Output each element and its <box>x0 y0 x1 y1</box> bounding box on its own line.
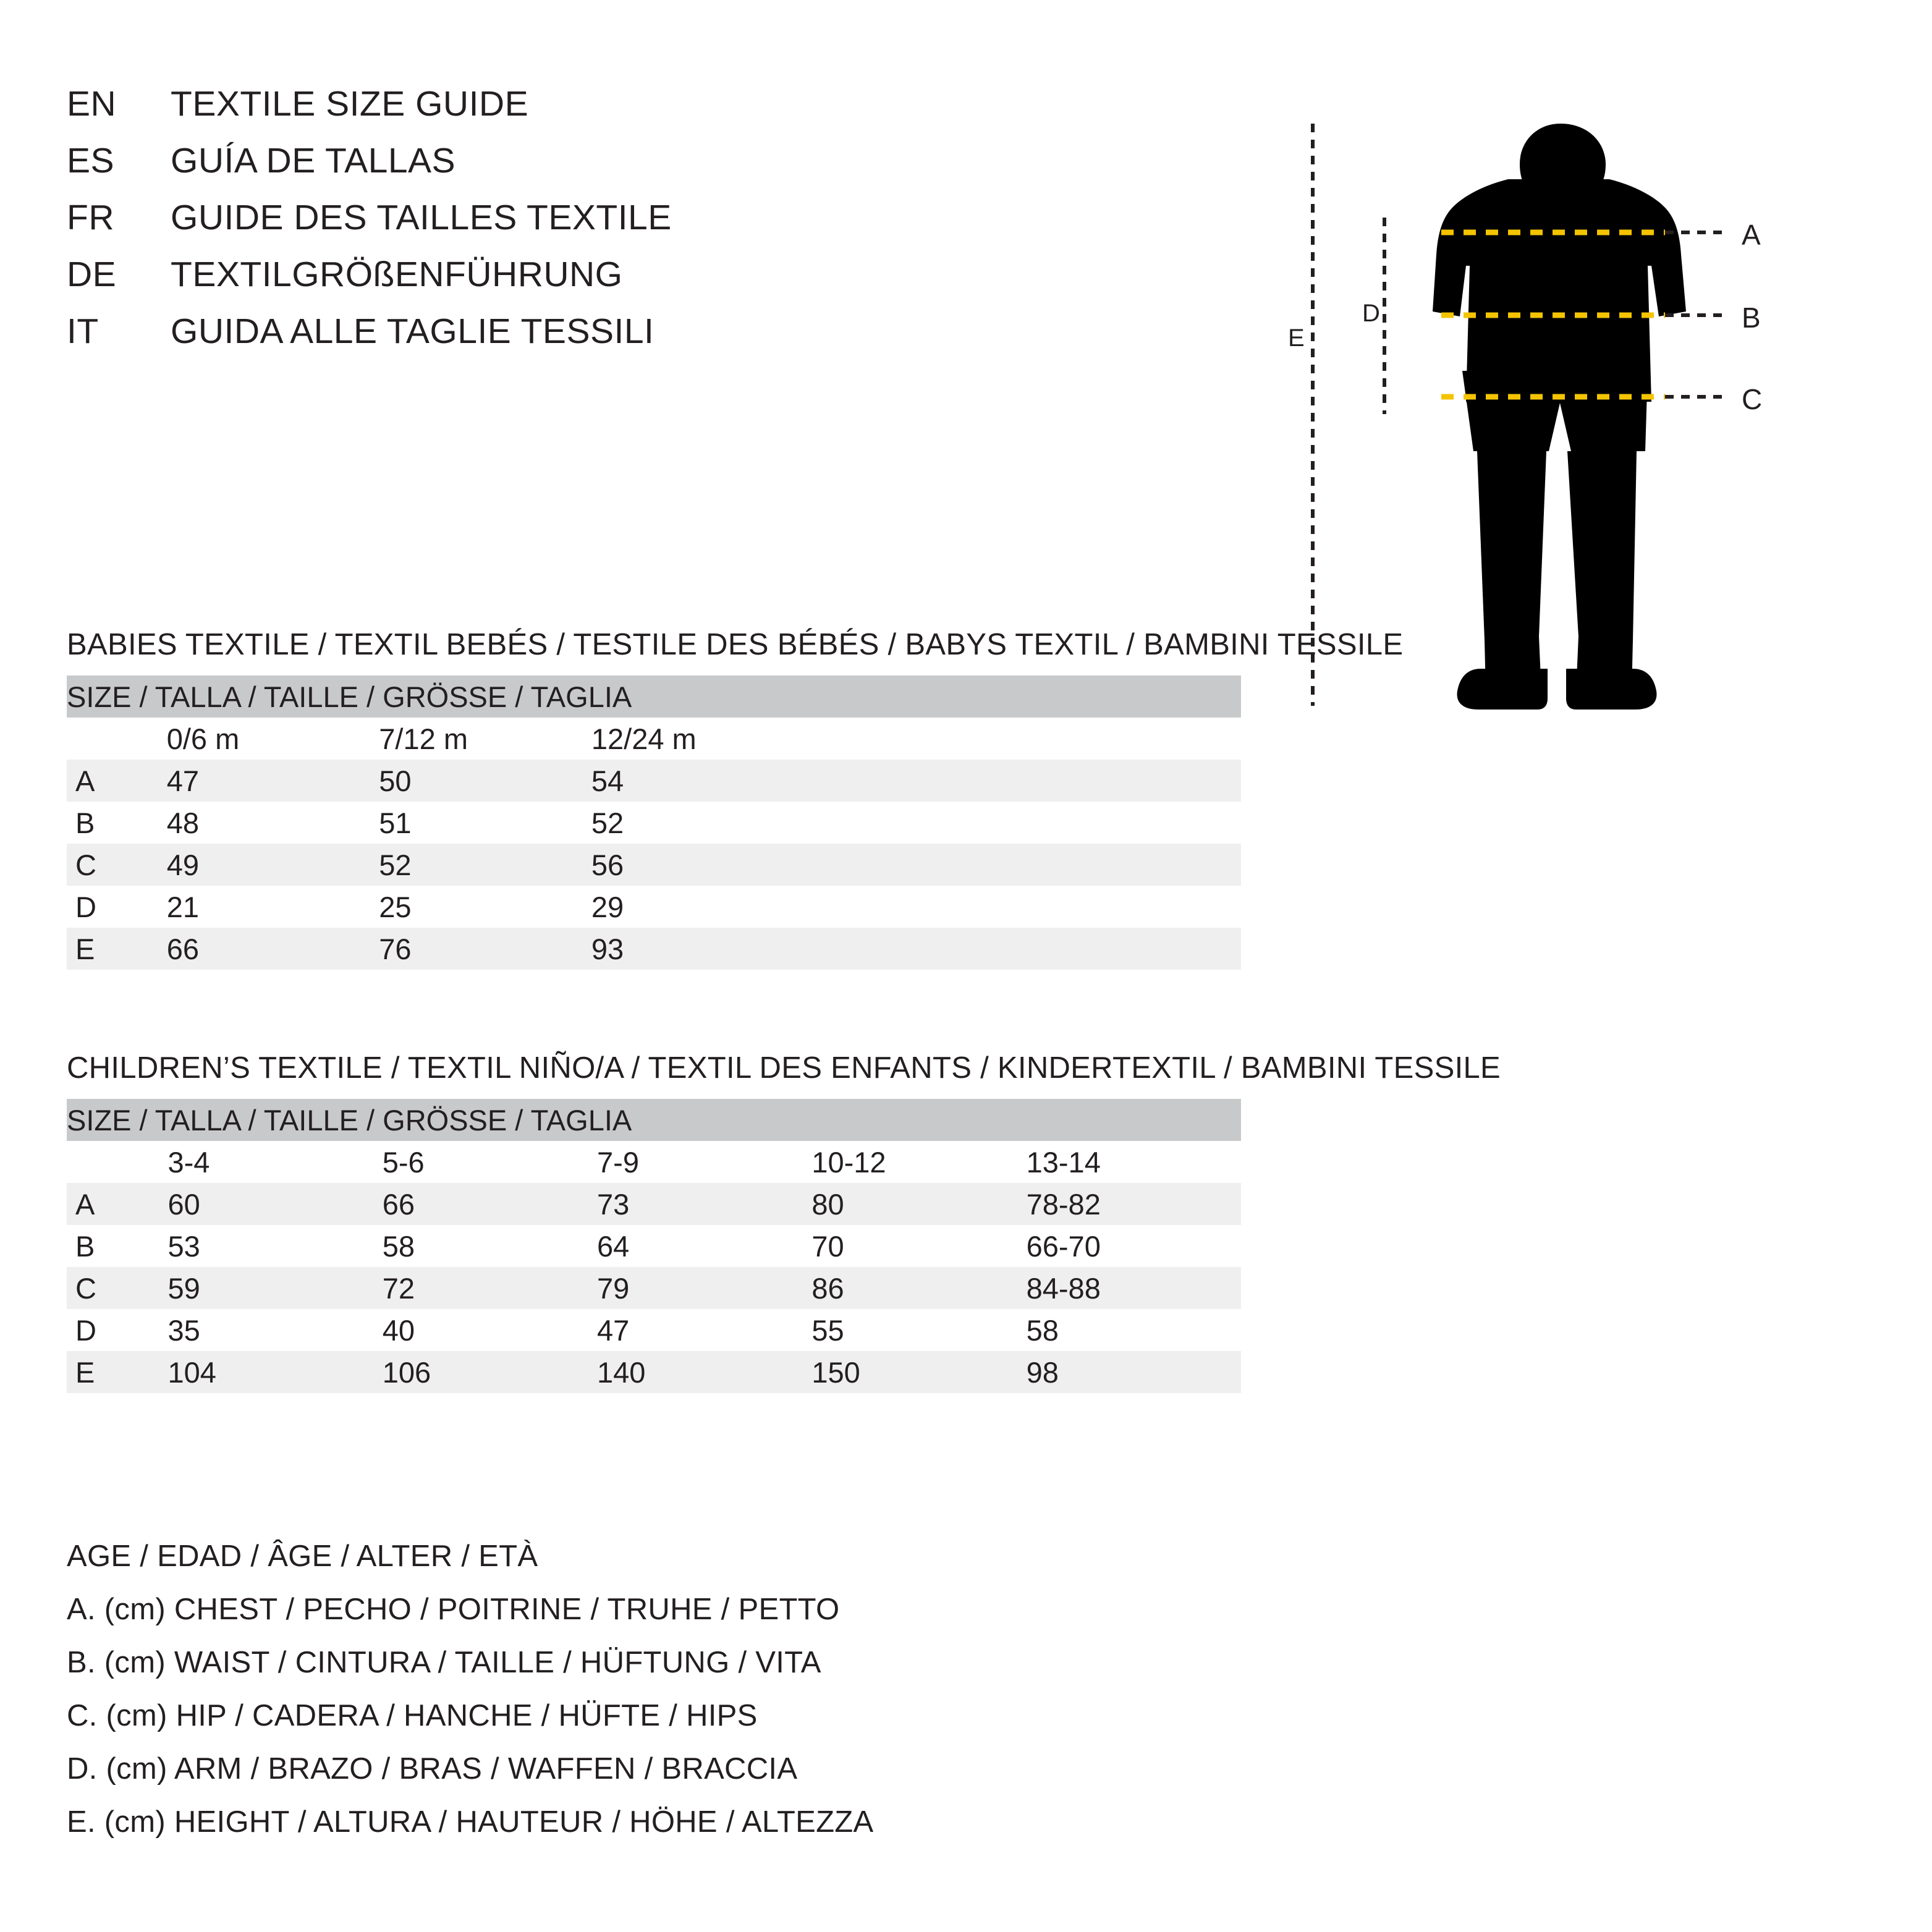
cell-value: 66-70 <box>1027 1225 1241 1267</box>
cell-value: 60 <box>167 1183 382 1225</box>
language-code: DE <box>67 255 117 294</box>
table-row <box>67 928 1241 970</box>
children-section-title: CHILDREN’S TEXTILE / TEXTIL NIÑO/A / TEXTIL DES ENFANTS / KINDERTEXTIL / BAMBINI TESSILE <box>67 1051 1501 1085</box>
legend-line-height: E. (cm) HEIGHT / ALTURA / HAUTEUR / HÖHE / ALTEZZA <box>67 1805 874 1839</box>
cell-value: 54 <box>591 760 804 802</box>
children-col-0: 3-4 <box>167 1141 382 1183</box>
row-label: B <box>67 1225 167 1267</box>
table-row <box>67 844 1241 886</box>
language-title-block <box>67 83 1117 368</box>
cell-value: 29 <box>591 886 804 928</box>
language-title: GUÍA DE TALLAS <box>171 141 456 180</box>
cell-value: 66 <box>383 1183 597 1225</box>
cell-value: 86 <box>811 1267 1026 1309</box>
cell-value: 53 <box>167 1225 382 1267</box>
language-row-en <box>67 83 1117 140</box>
children-col-4: 13-14 <box>1027 1141 1241 1183</box>
table-row <box>67 760 1241 802</box>
cell-value: 52 <box>591 802 804 844</box>
legend-line-arm: D. (cm) ARM / BRAZO / BRAS / WAFFEN / BRACCIA <box>67 1752 798 1786</box>
cell-value: 56 <box>591 844 804 886</box>
children-col-3: 10-12 <box>811 1141 1026 1183</box>
table-row <box>67 886 1241 928</box>
cell-value: 93 <box>591 928 804 970</box>
cell-value: 58 <box>383 1225 597 1267</box>
table-row <box>67 802 1241 844</box>
babies-col-0: 0/6 m <box>167 718 379 760</box>
legend-line-waist: B. (cm) WAIST / CINTURA / TAILLE / HÜFTUNG / VITA <box>67 1646 821 1679</box>
child-silhouette <box>1433 124 1686 710</box>
cell-value: 59 <box>167 1267 382 1309</box>
table-row <box>67 1309 1241 1351</box>
cell-value: 104 <box>167 1351 382 1393</box>
row-label: D <box>67 1309 167 1351</box>
cell-value: 58 <box>1027 1309 1241 1351</box>
cell-value: 73 <box>597 1183 811 1225</box>
language-row-it <box>67 311 1117 368</box>
babies-column-header-row <box>67 718 1241 760</box>
row-label: C <box>67 844 167 886</box>
children-size-table <box>67 1099 1241 1393</box>
row-label: E <box>67 1351 167 1393</box>
language-title: TEXTILE SIZE GUIDE <box>171 84 529 124</box>
children-col-2: 7-9 <box>597 1141 811 1183</box>
language-row-fr <box>67 197 1117 254</box>
babies-table-header: SIZE / TALLA / TAILLE / GRÖSSE / TAGLIA <box>67 676 1241 718</box>
babies-col-2: 12/24 m <box>591 718 804 760</box>
legend-line-hip: C. (cm) HIP / CADERA / HANCHE / HÜFTE / HIPS <box>67 1699 758 1732</box>
children-column-header-row <box>67 1141 1241 1183</box>
figure-label-c: C <box>1742 383 1763 415</box>
cell-value: 76 <box>379 928 591 970</box>
cell-value: 50 <box>379 760 591 802</box>
cell-value: 70 <box>811 1225 1026 1267</box>
children-table-header: SIZE / TALLA / TAILLE / GRÖSSE / TAGLIA <box>67 1099 1241 1141</box>
language-row-es <box>67 140 1117 197</box>
language-title: GUIDE DES TAILLES TEXTILE <box>171 198 672 237</box>
row-label: D <box>67 886 167 928</box>
table-row <box>67 1225 1241 1267</box>
cell-value: 52 <box>379 844 591 886</box>
language-code: IT <box>67 311 99 351</box>
row-label: A <box>67 1183 167 1225</box>
language-title: GUIDA ALLE TAGLIE TESSILI <box>171 311 655 351</box>
figure-label-e: E <box>1288 324 1305 352</box>
legend-line-age: AGE / EDAD / ÂGE / ALTER / ETÀ <box>67 1540 538 1573</box>
cell-value: 55 <box>811 1309 1026 1351</box>
cell-value: 78-82 <box>1027 1183 1241 1225</box>
cell-value: 47 <box>167 760 379 802</box>
figure-label-d: D <box>1362 300 1380 327</box>
figure-label-b: B <box>1742 302 1761 334</box>
babies-size-table <box>67 676 1241 970</box>
cell-value: 49 <box>167 844 379 886</box>
table-header-row <box>67 1099 1241 1141</box>
language-code: ES <box>67 141 115 180</box>
cell-value: 98 <box>1027 1351 1241 1393</box>
table-row <box>67 1267 1241 1309</box>
measurement-legend <box>67 1539 1303 1858</box>
cell-value: 84-88 <box>1027 1267 1241 1309</box>
figure-label-a: A <box>1742 219 1761 251</box>
cell-value: 25 <box>379 886 591 928</box>
cell-value: 40 <box>383 1309 597 1351</box>
language-title: TEXTILGRÖßENFÜHRUNG <box>171 255 623 294</box>
row-label: A <box>67 760 167 802</box>
babies-col-1: 7/12 m <box>379 718 591 760</box>
language-code: FR <box>67 198 114 237</box>
language-row-de <box>67 254 1117 311</box>
cell-value: 150 <box>811 1351 1026 1393</box>
cell-value: 80 <box>811 1183 1026 1225</box>
table-row <box>67 1183 1241 1225</box>
cell-value: 72 <box>383 1267 597 1309</box>
cell-value: 64 <box>597 1225 811 1267</box>
table-row <box>67 1351 1241 1393</box>
children-section <box>67 1051 1519 1393</box>
row-label: B <box>67 802 167 844</box>
row-label: E <box>67 928 167 970</box>
cell-value: 48 <box>167 802 379 844</box>
cell-value: 47 <box>597 1309 811 1351</box>
cell-value: 140 <box>597 1351 811 1393</box>
row-label: C <box>67 1267 167 1309</box>
cell-value: 66 <box>167 928 379 970</box>
cell-value: 35 <box>167 1309 382 1351</box>
table-header-row <box>67 676 1241 718</box>
cell-value: 106 <box>383 1351 597 1393</box>
legend-line-chest: A. (cm) CHEST / PECHO / POITRINE / TRUHE / PETTO <box>67 1593 840 1626</box>
cell-value: 79 <box>597 1267 811 1309</box>
children-col-1: 5-6 <box>383 1141 597 1183</box>
babies-section <box>67 627 1519 970</box>
language-code: EN <box>67 84 117 124</box>
cell-value: 51 <box>379 802 591 844</box>
cell-value: 21 <box>167 886 379 928</box>
babies-section-title: BABIES TEXTILE / TEXTIL BEBÉS / TESTILE DES BÉBÉS / BABYS TEXTIL / BAMBINI TESSILE <box>67 628 1404 661</box>
